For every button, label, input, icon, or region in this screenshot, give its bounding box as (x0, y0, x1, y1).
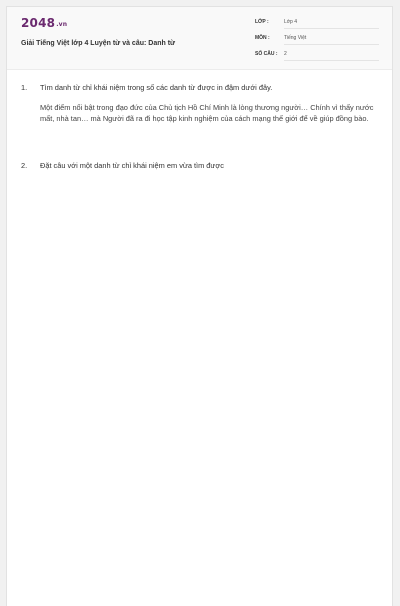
question-1-passage: Một điểm nổi bật trong đạo đức của Chủ tịch Hồ Chí Minh là lòng thương người… Chính vì thấy nước mất, nhà tan… mà Người đã ra đi học tập kinh nghiệm của cách mạng thế giới để về giúp đồng bào. (40, 103, 374, 123)
meta-grade-value: Lớp 4 (284, 19, 379, 29)
question-text: Tìm danh từ chỉ khái niệm trong số các danh từ được in đậm dưới đây. (40, 83, 273, 92)
question-1 (21, 83, 378, 93)
question-number: 1. (21, 83, 28, 92)
document-title: Giải Tiếng Việt lớp 4 Luyện từ và câu: Danh từ (21, 40, 176, 47)
question-number: 2. (21, 161, 28, 170)
meta-subject-label: MÔN : (255, 35, 270, 41)
worksheet-page (6, 6, 393, 606)
question-2 (21, 161, 378, 171)
site-logo[interactable]: 2048.vn (21, 16, 68, 30)
meta-question-count-label: SỐ CÂU : (255, 51, 278, 57)
worksheet-header (7, 7, 392, 70)
meta-grade-label: LỚP : (255, 19, 269, 25)
question-text: Đặt câu với một danh từ chỉ khái niệm em vừa tìm được (40, 161, 224, 170)
meta-question-count-value: 2 (284, 51, 379, 61)
meta-subject-value: Tiếng Việt (284, 35, 379, 45)
